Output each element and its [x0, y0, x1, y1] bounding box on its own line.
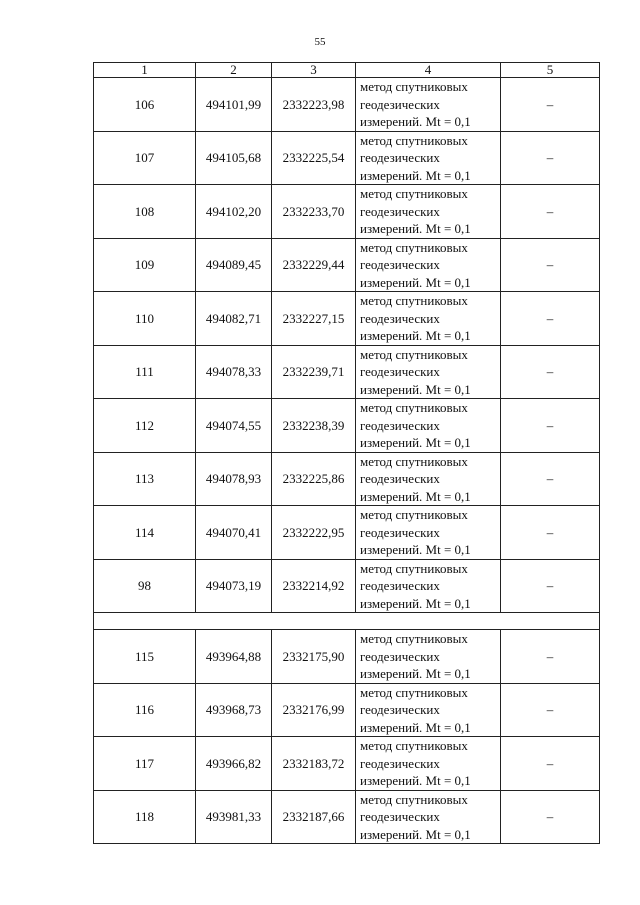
method-cell — [356, 683, 501, 737]
method-line-3: измерений. Mt = 0,1 — [360, 167, 471, 183]
y-coordinate-cell: 2332239,71 — [272, 345, 356, 399]
method-line-1: метод спутниковых — [360, 79, 468, 94]
table-row — [94, 345, 600, 399]
method-cell — [356, 452, 501, 506]
table-row — [94, 292, 600, 346]
method-line-2: геодезических — [360, 150, 440, 165]
table-row — [94, 131, 600, 185]
method-line-3: измерений. Mt = 0,1 — [360, 114, 471, 129]
x-coordinate-cell: 494078,93 — [196, 452, 272, 506]
column-header-5: 5 — [501, 63, 600, 78]
y-coordinate-cell: 2332225,54 — [272, 131, 356, 185]
table-row — [94, 78, 600, 132]
method-cell — [356, 559, 501, 613]
y-coordinate-cell: 2332229,44 — [272, 238, 356, 292]
point-number-cell: 118 — [94, 790, 196, 844]
note-cell: – — [501, 238, 600, 292]
y-coordinate-cell: 2332233,70 — [272, 185, 356, 239]
method-line-2: геодезических — [360, 524, 440, 540]
x-coordinate-cell: 494074,55 — [196, 399, 272, 453]
point-number-cell: 108 — [94, 185, 196, 239]
table-row — [94, 790, 600, 844]
method-line-2: геодезических — [360, 310, 440, 326]
method-cell — [356, 630, 501, 684]
method-line-2: геодезических — [360, 809, 440, 824]
note-cell: – — [501, 737, 600, 791]
method-line-1: метод спутниковых — [360, 346, 468, 362]
note-cell: – — [501, 559, 600, 613]
point-number-cell: 117 — [94, 737, 196, 791]
method-line-1: метод спутниковых — [360, 453, 468, 469]
y-coordinate-cell: 2332222,95 — [272, 506, 356, 560]
table-row — [94, 630, 600, 684]
method-line-1: метод спутниковых — [360, 684, 468, 700]
page-number: 55 — [314, 36, 326, 48]
note-cell: – — [501, 131, 600, 185]
method-line-1: метод спутниковых — [360, 791, 468, 807]
y-coordinate-cell: 2332176,99 — [272, 683, 356, 737]
y-coordinate-cell: 2332183,72 — [272, 737, 356, 791]
method-line-3: измерений. Mt = 0,1 — [360, 328, 471, 343]
method-cell — [356, 399, 501, 453]
method-line-1: метод спутниковых — [360, 738, 468, 753]
method-line-3: измерений. Mt = 0,1 — [360, 595, 471, 611]
note-cell: – — [501, 506, 600, 560]
y-coordinate-cell: 2332214,92 — [272, 559, 356, 613]
method-line-1: метод спутниковых — [360, 507, 468, 522]
method-cell — [356, 238, 501, 292]
x-coordinate-cell: 494073,19 — [196, 559, 272, 613]
table-row — [94, 559, 600, 613]
method-cell — [356, 78, 501, 132]
x-coordinate-cell: 494089,45 — [196, 238, 272, 292]
method-line-3: измерений. Mt = 0,1 — [360, 221, 471, 236]
method-line-2: геодезических — [360, 702, 440, 717]
method-line-3: измерений. Mt = 0,1 — [360, 488, 471, 504]
column-header-3: 3 — [272, 63, 356, 78]
x-coordinate-cell: 494101,99 — [196, 78, 272, 132]
y-coordinate-cell: 2332223,98 — [272, 78, 356, 132]
x-coordinate-cell: 493968,73 — [196, 683, 272, 737]
method-cell — [356, 737, 501, 791]
method-line-3: измерений. Mt = 0,1 — [360, 381, 471, 397]
table-row — [94, 452, 600, 506]
x-coordinate-cell: 494070,41 — [196, 506, 272, 560]
method-line-3: измерений. Mt = 0,1 — [360, 435, 471, 450]
point-number-cell: 115 — [94, 630, 196, 684]
method-cell — [356, 506, 501, 560]
x-coordinate-cell: 494082,71 — [196, 292, 272, 346]
method-line-1: метод спутниковых — [360, 293, 468, 308]
x-coordinate-cell: 494105,68 — [196, 131, 272, 185]
table-header-row — [94, 63, 600, 78]
method-cell — [356, 345, 501, 399]
method-line-2: геодезических — [360, 257, 440, 272]
note-cell: – — [501, 345, 600, 399]
y-coordinate-cell: 2332187,66 — [272, 790, 356, 844]
method-cell — [356, 185, 501, 239]
method-line-3: измерений. Mt = 0,1 — [360, 719, 471, 735]
y-coordinate-cell: 2332175,90 — [272, 630, 356, 684]
column-header-2: 2 — [196, 63, 272, 78]
note-cell: – — [501, 399, 600, 453]
x-coordinate-cell: 494102,20 — [196, 185, 272, 239]
method-line-2: геодезических — [360, 203, 440, 219]
method-line-1: метод спутниковых — [360, 400, 468, 415]
method-line-1: метод спутниковых — [360, 631, 468, 646]
method-line-1: метод спутниковых — [360, 186, 468, 201]
note-cell: – — [501, 630, 600, 684]
method-line-3: измерений. Mt = 0,1 — [360, 666, 471, 681]
group-separator-cell — [94, 613, 600, 630]
y-coordinate-cell: 2332238,39 — [272, 399, 356, 453]
method-line-2: геодезических — [360, 755, 440, 771]
point-number-cell: 107 — [94, 131, 196, 185]
group-separator-row — [94, 613, 600, 630]
x-coordinate-cell: 494078,33 — [196, 345, 272, 399]
method-line-3: измерений. Mt = 0,1 — [360, 773, 471, 788]
table-row — [94, 506, 600, 560]
x-coordinate-cell: 493981,33 — [196, 790, 272, 844]
method-line-2: геодезических — [360, 417, 440, 433]
table-row — [94, 399, 600, 453]
table-body — [94, 63, 600, 844]
x-coordinate-cell: 493964,88 — [196, 630, 272, 684]
point-number-cell: 98 — [94, 559, 196, 613]
note-cell: – — [501, 683, 600, 737]
note-cell: – — [501, 78, 600, 132]
method-line-1: метод спутниковых — [360, 239, 468, 255]
note-cell: – — [501, 185, 600, 239]
table-row — [94, 683, 600, 737]
table-row — [94, 185, 600, 239]
point-number-cell: 106 — [94, 78, 196, 132]
point-number-cell: 110 — [94, 292, 196, 346]
method-line-3: измерений. Mt = 0,1 — [360, 542, 471, 557]
method-line-3: измерений. Mt = 0,1 — [360, 826, 471, 842]
method-line-2: геодезических — [360, 471, 440, 486]
method-cell — [356, 131, 501, 185]
method-line-1: метод спутниковых — [360, 560, 468, 576]
point-number-cell: 111 — [94, 345, 196, 399]
table-row — [94, 737, 600, 791]
point-number-cell: 116 — [94, 683, 196, 737]
method-cell — [356, 790, 501, 844]
y-coordinate-cell: 2332225,86 — [272, 452, 356, 506]
table-row — [94, 238, 600, 292]
point-number-cell: 109 — [94, 238, 196, 292]
point-number-cell: 112 — [94, 399, 196, 453]
note-cell: – — [501, 790, 600, 844]
method-line-2: геодезических — [360, 96, 440, 112]
method-line-3: измерений. Mt = 0,1 — [360, 274, 471, 290]
column-header-1: 1 — [94, 63, 196, 78]
method-line-2: геодезических — [360, 648, 440, 664]
x-coordinate-cell: 493966,82 — [196, 737, 272, 791]
method-line-1: метод спутниковых — [360, 132, 468, 148]
point-number-cell: 113 — [94, 452, 196, 506]
method-line-2: геодезических — [360, 364, 440, 379]
column-header-4: 4 — [356, 63, 501, 78]
method-line-2: геодезических — [360, 578, 440, 593]
note-cell: – — [501, 292, 600, 346]
method-cell — [356, 292, 501, 346]
coordinates-table — [93, 62, 600, 844]
y-coordinate-cell: 2332227,15 — [272, 292, 356, 346]
point-number-cell: 114 — [94, 506, 196, 560]
note-cell: – — [501, 452, 600, 506]
